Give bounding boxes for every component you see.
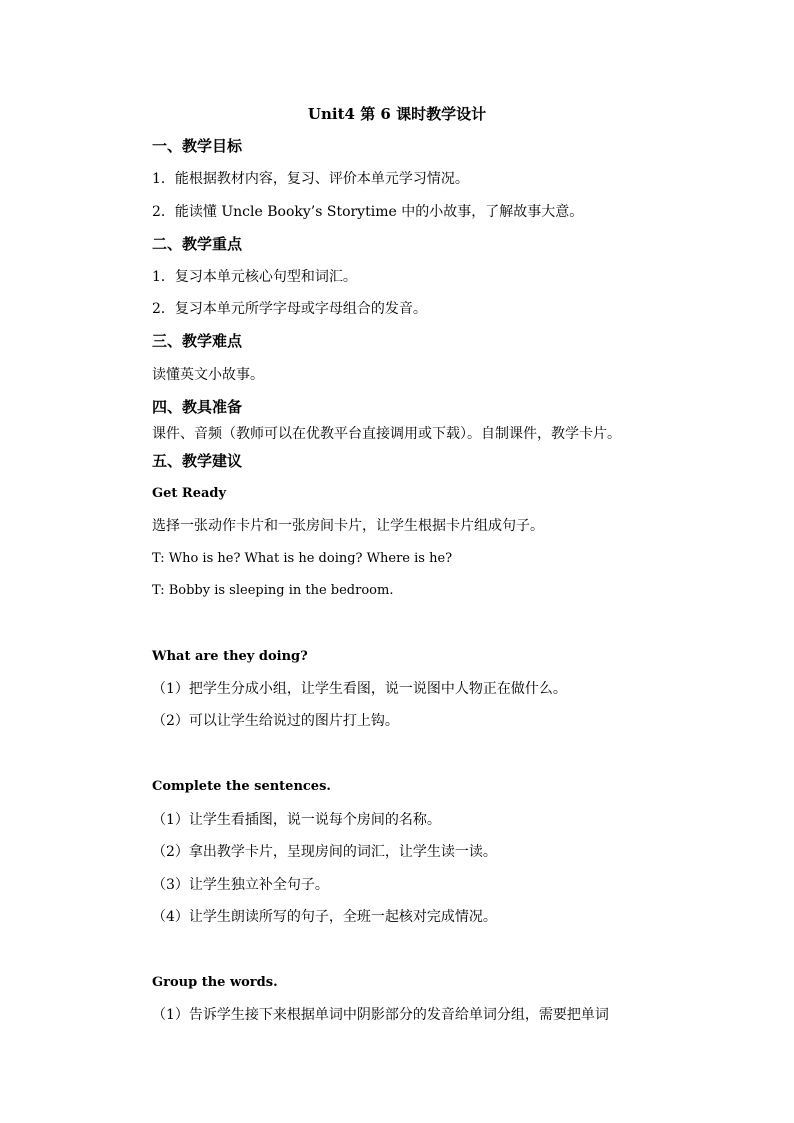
objective-item: 2．能读懂 Uncle Booky’s Storytime 中的小故事，了解故事大意。 — [152, 204, 584, 220]
section-heading-materials: 四、教具准备 — [152, 398, 243, 416]
materials-text: 课件、音频（教师可以在优教平台直接调用或下载）。自制课件，教学卡片。 — [152, 426, 621, 442]
subheading-get-ready: Get Ready — [152, 486, 227, 501]
section-heading-key-points: 二、教学重点 — [152, 235, 243, 253]
list-item: （3）让学生独立补全句子。 — [152, 877, 329, 893]
list-item: （1）把学生分成小组，让学生看图，说一说图中人物正在做什么。 — [152, 681, 567, 697]
page-title: Unit4 第 6 课时教学设计 — [307, 105, 487, 123]
dialog-line: T: Bobby is sleeping in the bedroom. — [152, 583, 394, 598]
subheading-what-are-they-doing: What are they doing? — [152, 649, 308, 664]
section-heading-difficulties: 三、教学难点 — [152, 332, 243, 350]
list-item: （2）拿出教学卡片，呈现房间的词汇，让学生读一读。 — [152, 844, 497, 860]
objective-item: 1．能根据教材内容，复习、评价本单元学习情况。 — [152, 171, 469, 187]
key-point-item: 1．复习本单元核心句型和词汇。 — [152, 269, 357, 285]
section-heading-suggestions: 五、教学建议 — [152, 452, 243, 470]
section-heading-objectives: 一、教学目标 — [152, 137, 243, 155]
dialog-line: T: Who is he? What is he doing? Where is he? — [152, 551, 453, 566]
list-item: （2）可以让学生给说过的图片打上钩。 — [152, 713, 399, 729]
list-item: （4）让学生朗读所写的句子，全班一起核对完成情况。 — [152, 909, 497, 925]
key-point-item: 2．复习本单元所学字母或字母组合的发音。 — [152, 301, 427, 317]
list-item: （1）让学生看插图，说一说每个房间的名称。 — [152, 812, 441, 828]
subheading-complete-sentences: Complete the sentences. — [152, 779, 331, 794]
subheading-group-words: Group the words. — [152, 975, 278, 990]
difficulty-text: 读懂英文小故事。 — [152, 367, 264, 383]
list-item: （1）告诉学生接下来根据单词中阴影部分的发音给单词分组，需要把单词 — [152, 1007, 609, 1023]
get-ready-text: 选择一张动作卡片和一张房间卡片，让学生根据卡片组成句子。 — [152, 518, 544, 534]
